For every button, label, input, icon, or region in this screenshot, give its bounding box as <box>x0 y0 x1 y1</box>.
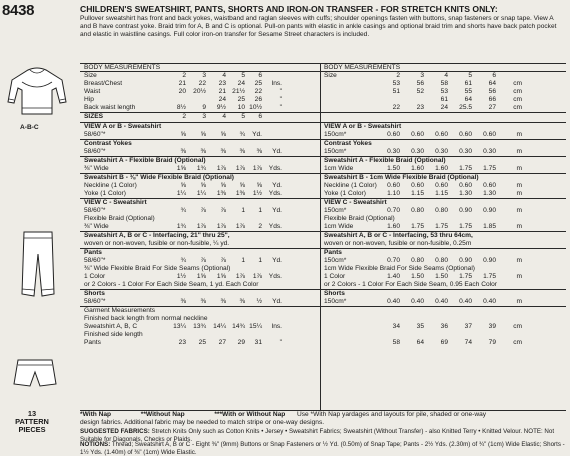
meterage-value: 0.80 <box>435 257 448 264</box>
yardage-value: 1⅞ <box>252 273 262 280</box>
pattern-number: 8438 <box>2 2 35 19</box>
meterage-value: 1.50 <box>435 273 448 280</box>
body-row-value-metric: 2 <box>396 72 400 79</box>
garment-value: 13¾ <box>193 323 206 330</box>
body-row-value-metric: cm <box>513 96 522 103</box>
section-line-metric: 150cm* <box>324 148 347 155</box>
pattern-pieces <box>2 410 62 435</box>
meterage-value: 0.60 <box>483 182 496 189</box>
meterage-value: 1.75 <box>483 273 496 280</box>
section-heading: VIEW A or B - Sweatshirt <box>84 123 162 130</box>
yardage-value: ⅝ <box>180 131 186 138</box>
section-line: 58/60"* <box>84 257 106 264</box>
body-row-value: " <box>279 96 282 103</box>
body-row-value-metric: 55 <box>464 88 472 95</box>
yardage-value: ⅜ <box>200 298 206 305</box>
rule <box>80 248 566 249</box>
body-row-value-metric: cm <box>513 88 522 95</box>
body-row-value-metric: 3 <box>420 72 424 79</box>
yardage-value: Yds. <box>268 190 282 197</box>
section-line-metric: 1cm Wide <box>324 165 354 172</box>
meterage-value: 1.50 <box>411 273 424 280</box>
meterage-value: 0.40 <box>435 298 448 305</box>
body-row-value-metric: 6 <box>492 72 496 79</box>
body-row-value: 25 <box>237 96 245 103</box>
body-row-value: 3 <box>202 72 206 79</box>
garment-line: Pants <box>84 339 101 346</box>
body-row-value: 21 <box>218 88 226 95</box>
section-heading: Sweatshirt A, B or C - Interfacing, 21" thru 25", <box>84 232 230 239</box>
body-row-value: 4 <box>222 72 226 79</box>
yardage-value: Yd. <box>272 298 282 305</box>
meterage-value: 0.40 <box>387 298 400 305</box>
yardage-value: ⅜ <box>256 148 262 155</box>
meterage-value: 0.70 <box>387 207 400 214</box>
body-row-label: Waist <box>84 88 101 95</box>
meterage-value: 0.60 <box>459 131 472 138</box>
meterage-value: m <box>516 257 522 264</box>
body-row-value: Ins. <box>271 80 282 87</box>
yardage-value: 1⅞ <box>216 165 226 172</box>
meterage-value: 0.60 <box>435 131 448 138</box>
garment-line: Finished back length from normal neckline <box>84 315 208 322</box>
section-line-metric: or 2 Colors - 1 Color For Each Side Seam, 0.95 Each Color <box>324 281 497 288</box>
yardage-value: Yd. <box>272 182 282 189</box>
section-line: 58/60"* <box>84 131 106 138</box>
yardage-value: 1⅜ <box>216 190 226 197</box>
body-row-value-metric: 53 <box>392 80 400 87</box>
yardage-value: ⅜ <box>180 298 186 305</box>
section-heading: VIEW C - Sweatshirt <box>84 199 147 206</box>
meterage-value: 0.80 <box>435 207 448 214</box>
meterage-value: m <box>516 298 522 305</box>
garment-value-metric: 58 <box>392 339 400 346</box>
garment-value-metric: 79 <box>488 339 496 346</box>
yardage-value: 1⅞ <box>235 223 245 230</box>
section-line: 1 Color <box>84 273 106 280</box>
body-row-value-metric: 27 <box>488 104 496 111</box>
yardage-value: ⅞ <box>220 257 226 264</box>
rule <box>80 112 566 113</box>
yardage-value: 2 <box>258 223 262 230</box>
meterage-value: m <box>516 223 522 230</box>
meterage-value: 1.75 <box>483 165 496 172</box>
pattern-description: Pullover sweatshirt has front and back yokes, waistband and raglan sleeves with cuffs; shoulder openings fasten with buttons, snap fasteners or snap tape. View A and B have contrast yoke. Braid trim for A, B and C is optional. Pull-on pants with elastic in ankle casings and optional braid trim and shorts have back patch pocket and elastic in waistline casings. Full color iron-on transfer for Sesame Street characters is included. <box>80 15 557 39</box>
sweatshirt-illustration <box>6 62 68 122</box>
body-row-value-metric: 66 <box>488 96 496 103</box>
yardage-value: Yd. <box>272 148 282 155</box>
size-value: 4 <box>222 113 226 120</box>
body-row-label-metric: Size <box>324 72 337 79</box>
yardage-value: ⅜ <box>220 298 226 305</box>
yardage-value: ¾ <box>180 207 186 214</box>
yardage-value: 1⅞ <box>252 165 262 172</box>
garment-line: Finished side length <box>84 331 143 338</box>
section-heading: Shorts <box>84 290 105 297</box>
section-line: ⅜" Wide <box>84 165 109 172</box>
nap-note: Use *With Nap yardages and layouts for pile, shaded or one-way <box>296 411 487 418</box>
view-label: A-B-C <box>20 124 39 131</box>
section-line-metric: 150cm* <box>324 257 347 264</box>
body-row-value-metric: 58 <box>440 80 448 87</box>
section-line: woven or non-woven, fusible or non-fusible, ¼ yd. <box>84 240 230 247</box>
yardage-value: ⅝ <box>200 182 206 189</box>
body-row-value: 26 <box>254 96 262 103</box>
body-row-value: 23 <box>218 80 226 87</box>
meterage-value: 1.75 <box>459 165 472 172</box>
suggested-text: Stretch Knits Only such as Cotton Knits • Jersey • Sweatshirt Fabrics; Sweatshirt (Without Transfer) - also Knitted Terry • Knitted Velour. NOTE: Not Suitable for Diagonals, Checks or Plaids. <box>80 428 555 443</box>
notions-label: NOTIONS: <box>80 441 111 448</box>
yardage-value: ⅜ <box>220 148 226 155</box>
rule <box>80 139 566 140</box>
yardage-value: 1 <box>258 207 262 214</box>
size-value: 2 <box>182 113 186 120</box>
garment-value-metric: 34 <box>392 323 400 330</box>
meterage-value: 1.15 <box>411 190 424 197</box>
pants-illustration <box>20 228 56 300</box>
meterage-value: m <box>516 207 522 214</box>
yardage-value: 1¾ <box>196 165 206 172</box>
yardage-value: 1⅝ <box>196 273 206 280</box>
nap-with: *With Nap <box>80 411 112 418</box>
body-row-value-metric: cm <box>513 104 522 111</box>
body-row-value-metric: 24 <box>440 104 448 111</box>
yardage-value: 1¼ <box>196 190 206 197</box>
yardage-value: ⅝ <box>220 182 226 189</box>
pattern-title: CHILDREN'S SWEATSHIRT, PANTS, SHORTS AND IRON-ON TRANSFER - FOR STRETCH KNITS ONLY: <box>80 4 498 14</box>
section-heading-metric: Shorts <box>324 290 345 297</box>
yardage-value: 1⅞ <box>235 273 245 280</box>
garment-value-metric: 69 <box>440 339 448 346</box>
section-line-metric: 150cm* <box>324 298 347 305</box>
yardage-value: 1 <box>241 257 245 264</box>
yardage-value: 1⅝ <box>176 165 186 172</box>
body-row-value-metric: 64 <box>488 80 496 87</box>
section-heading-metric: VIEW A or B - Sweatshirt <box>324 123 402 130</box>
yardage-value: ¾ <box>180 257 186 264</box>
meterage-value: 1.30 <box>483 190 496 197</box>
body-row-value-metric: 61 <box>440 96 448 103</box>
garment-value: 13¼ <box>173 323 186 330</box>
garment-line: Sweatshirt A, B, C <box>84 323 138 330</box>
yardage-value: 1½ <box>252 190 262 197</box>
yardage-value: ⅞ <box>200 257 206 264</box>
body-row-value: 2 <box>182 72 186 79</box>
yardage-value: ⅞ <box>200 207 206 214</box>
yardage-value: ⅜ <box>200 148 206 155</box>
section-line-metric: 150cm* <box>324 131 347 138</box>
section-line-metric: Neckline (1 Color) <box>324 182 377 189</box>
meterage-value: m <box>516 131 522 138</box>
garment-value: 31 <box>254 339 262 346</box>
body-row-value-metric: 51 <box>392 88 400 95</box>
yardage-value: ½ <box>256 298 262 305</box>
yardage-value: 1⅞ <box>216 223 226 230</box>
meterage-value: 0.60 <box>387 182 400 189</box>
yardage-value: ⅝ <box>239 182 245 189</box>
yardage-value: ⅜ <box>239 298 245 305</box>
yardage-value: 1½ <box>176 273 186 280</box>
body-row-value: 6 <box>258 72 262 79</box>
sizes-label: SIZES <box>84 113 104 120</box>
body-row-value: 20 <box>178 88 186 95</box>
meterage-value: m <box>516 182 522 189</box>
garment-value: 14¼ <box>213 323 226 330</box>
garment-value-metric: 74 <box>464 339 472 346</box>
nap-without: **Without Nap <box>140 411 185 418</box>
section-line: 58/60"* <box>84 207 106 214</box>
garment-heading: Garment Measurements <box>84 307 156 314</box>
garment-value-metric: cm <box>513 339 522 346</box>
garment-value: 29 <box>237 339 245 346</box>
nap-either: ***With or Without Nap <box>214 411 286 418</box>
meterage-value: 0.30 <box>459 148 472 155</box>
body-row-value: 10½ <box>249 104 262 111</box>
notions-text: Thread; Sweatshirt A, B or C - Eight ⅜" (9mm) Buttons or Snap Fasteners or ½ Yd. (0.50m) of Snap Tape; Pants - 2½ Yds. (2.30m) of ¾" (1cm) Wide Elastic; Shorts - 1½ Yds. (1.40m) of ⅜" (1cm) Wide Elastic. <box>80 441 565 456</box>
body-row-value: 22 <box>198 80 206 87</box>
rule <box>80 289 566 290</box>
yardage-value: ¾ <box>239 131 245 138</box>
meterage-value: 0.90 <box>483 207 496 214</box>
yardage-value: 1¼ <box>176 190 186 197</box>
body-row-value: 25 <box>254 80 262 87</box>
body-row-label: Back waist length <box>84 104 136 111</box>
garment-value: 23 <box>178 339 186 346</box>
pieces-count: 13 <box>27 409 37 418</box>
garment-value: 15¼ <box>249 323 262 330</box>
body-row-value-metric: 56 <box>488 88 496 95</box>
meterage-value: 0.60 <box>483 131 496 138</box>
meterage-value: 1.75 <box>459 273 472 280</box>
yardage-value: Yds. <box>268 165 282 172</box>
body-row-value-metric: 25.5 <box>459 104 472 111</box>
meterage-value: m <box>516 273 522 280</box>
shorts-illustration <box>12 356 58 390</box>
pieces-label: PATTERN PIECES <box>15 417 49 435</box>
suggested-label: SUGGESTED FABRICS: <box>80 428 150 435</box>
section-heading-metric: Contrast Yokes <box>324 140 372 147</box>
garment-value-metric: 64 <box>416 339 424 346</box>
yardage-value: ⅝ <box>256 182 262 189</box>
yardage-value: Yd. <box>252 131 262 138</box>
meterage-value: 1.75 <box>411 223 424 230</box>
section-line-metric: 1cm Wide <box>324 223 354 230</box>
nap-legend <box>80 411 486 419</box>
body-row-value-metric: 61 <box>464 80 472 87</box>
meterage-value: 1.60 <box>387 223 400 230</box>
body-row-value: 9½ <box>216 104 226 111</box>
body-row-value: 10 <box>237 104 245 111</box>
yardage-value: Yds. <box>268 223 282 230</box>
body-row-value: 20½ <box>193 88 206 95</box>
meterage-value: 0.70 <box>387 257 400 264</box>
meterage-value: 0.30 <box>435 148 448 155</box>
meterage-value: 0.60 <box>387 131 400 138</box>
section-heading-metric: Sweatshirt A - Flexible Braid (Optional) <box>324 157 446 164</box>
body-row-value: " <box>279 104 282 111</box>
meterage-value: 0.80 <box>411 257 424 264</box>
yardage-value: ⅜ <box>180 148 186 155</box>
body-row-label: Breast/Chest <box>84 80 123 87</box>
section-line: or 2 Colors - 1 Color For Each Side Seam, 1 yd. Each Color <box>84 281 259 288</box>
section-heading: Sweatshirt A - Flexible Braid (Optional) <box>84 157 206 164</box>
meterage-value: 1.40 <box>387 273 400 280</box>
section-line-metric: 150cm* <box>324 207 347 214</box>
section-line: Neckline (1 Color) <box>84 182 137 189</box>
body-row-value: 5 <box>241 72 245 79</box>
section-line: Flexible Braid (Optional) <box>84 215 155 222</box>
meterage-value: 1.75 <box>435 223 448 230</box>
section-line-metric: 1 Color <box>324 273 346 280</box>
section-line: Yoke (1 Color) <box>84 190 126 197</box>
body-row-value-metric: 5 <box>468 72 472 79</box>
body-row-value-metric: 23 <box>416 104 424 111</box>
body-row-value-metric: 22 <box>392 104 400 111</box>
garment-value: Ins. <box>271 323 282 330</box>
yardage-value: Yd. <box>272 257 282 264</box>
garment-value-metric: 35 <box>416 323 424 330</box>
meterage-value: m <box>516 165 522 172</box>
body-row-value: " <box>279 88 282 95</box>
garment-value: 27 <box>218 339 226 346</box>
yardage-value: 1⅝ <box>216 273 226 280</box>
body-row-value: 9 <box>202 104 206 111</box>
body-row-value-metric: cm <box>513 80 522 87</box>
body-row-value-metric: 52 <box>416 88 424 95</box>
meterage-value: 1.60 <box>435 165 448 172</box>
body-row-value-metric: 53 <box>440 88 448 95</box>
meterage-value: 0.60 <box>411 131 424 138</box>
yardage-value: 1 <box>241 207 245 214</box>
meterage-value: 0.60 <box>411 182 424 189</box>
garment-value-metric: 36 <box>440 323 448 330</box>
yardage-value: ⅝ <box>180 182 186 189</box>
garment-value: 14¾ <box>232 323 245 330</box>
body-row-label: Size <box>84 72 97 79</box>
section-line: 58/60"* <box>84 148 106 155</box>
meterage-value: 0.90 <box>459 257 472 264</box>
meterage-value: 0.40 <box>459 298 472 305</box>
yardage-value: ⅞ <box>220 207 226 214</box>
garment-value: 25 <box>198 339 206 346</box>
rule <box>80 198 566 199</box>
meterage-value: 0.40 <box>411 298 424 305</box>
yardage-value: ⅜ <box>239 148 245 155</box>
meterage-value: 0.60 <box>459 182 472 189</box>
body-measurements-header-metric: BODY MEASUREMENTS <box>324 64 401 71</box>
meterage-value: m <box>516 148 522 155</box>
yardage-value: 1 <box>258 257 262 264</box>
meterage-value: 0.90 <box>483 257 496 264</box>
section-heading-metric: Pants <box>324 249 342 256</box>
meterage-value: 0.40 <box>483 298 496 305</box>
meterage-value: 1.30 <box>459 190 472 197</box>
yardage-value: Yd. <box>272 207 282 214</box>
section-heading-metric: Sweatshirt A, B or C - Interfacing, 53 thru 64cm, <box>324 232 473 239</box>
size-value: 5 <box>241 113 245 120</box>
meterage-value: 1.75 <box>459 223 472 230</box>
yardage-value: 1⅞ <box>196 223 206 230</box>
garment-value-metric: 39 <box>488 323 496 330</box>
size-value: 6 <box>258 113 262 120</box>
meterage-value: 0.60 <box>435 182 448 189</box>
meterage-value: m <box>516 190 522 197</box>
meterage-value: 0.30 <box>387 148 400 155</box>
section-heading: Pants <box>84 249 102 256</box>
yardage-value: 1⅜ <box>235 190 245 197</box>
meterage-value: 1.85 <box>483 223 496 230</box>
meterage-value: 0.90 <box>459 207 472 214</box>
garment-value-metric: cm <box>513 323 522 330</box>
body-measurements-header: BODY MEASUREMENTS <box>84 64 161 71</box>
section-line-metric: Flexible Braid (Optional) <box>324 215 395 222</box>
yardage-value: 1⅞ <box>235 165 245 172</box>
meterage-value: 1.60 <box>411 165 424 172</box>
section-heading-metric: VIEW C - Sweatshirt <box>324 199 387 206</box>
meterage-value: 0.30 <box>411 148 424 155</box>
meterage-value: 0.80 <box>411 207 424 214</box>
yardage-value: Yds. <box>268 273 282 280</box>
section-heading: Sweatshirt B - ⅜" Wide Flexible Braid (Optional) <box>84 174 234 181</box>
section-line-metric: 1cm Wide Flexible Braid For Side Seams (Optional) <box>324 265 475 272</box>
body-row-value-metric: 64 <box>464 96 472 103</box>
body-row-label: Hip <box>84 96 94 103</box>
garment-value-metric: 37 <box>464 323 472 330</box>
notions <box>80 441 566 456</box>
body-row-value: 22 <box>254 88 262 95</box>
section-line: ⅜" Wide <box>84 223 109 230</box>
section-heading: Contrast Yokes <box>84 140 132 147</box>
body-row-value: 24 <box>218 96 226 103</box>
section-heading-metric: Sweatshirt B - 1cm Wide Flexible Braid (Optional) <box>324 174 479 181</box>
yardage-value: ⅝ <box>220 131 226 138</box>
meterage-value: 1.50 <box>387 165 400 172</box>
body-row-value-metric: 56 <box>416 80 424 87</box>
section-line: ⅜" Wide Flexible Braid For Side Seams (Optional) <box>84 265 231 272</box>
meterage-value: 1.15 <box>435 190 448 197</box>
garment-value: " <box>279 339 282 346</box>
body-row-value-metric: 4 <box>444 72 448 79</box>
body-row-value: 21 <box>178 80 186 87</box>
body-row-value: 8½ <box>176 104 186 111</box>
nap-note-2: design fabrics. Additional fabric may be needed to match stripe or one-way designs. <box>80 419 325 426</box>
section-line-metric: woven or non-woven, fusible or non-fusible, 0.25m <box>324 240 472 247</box>
section-line: 58/60"* <box>84 298 106 305</box>
body-row-value: 24 <box>237 80 245 87</box>
yardage-value: 1¾ <box>176 223 186 230</box>
yardage-value: ⅝ <box>200 131 206 138</box>
size-value: 3 <box>202 113 206 120</box>
meterage-value: 0.30 <box>483 148 496 155</box>
column-divider <box>320 63 321 410</box>
meterage-value: 1.10 <box>387 190 400 197</box>
body-row-value: 21½ <box>232 88 245 95</box>
section-line-metric: Yoke (1 Color) <box>324 190 366 197</box>
